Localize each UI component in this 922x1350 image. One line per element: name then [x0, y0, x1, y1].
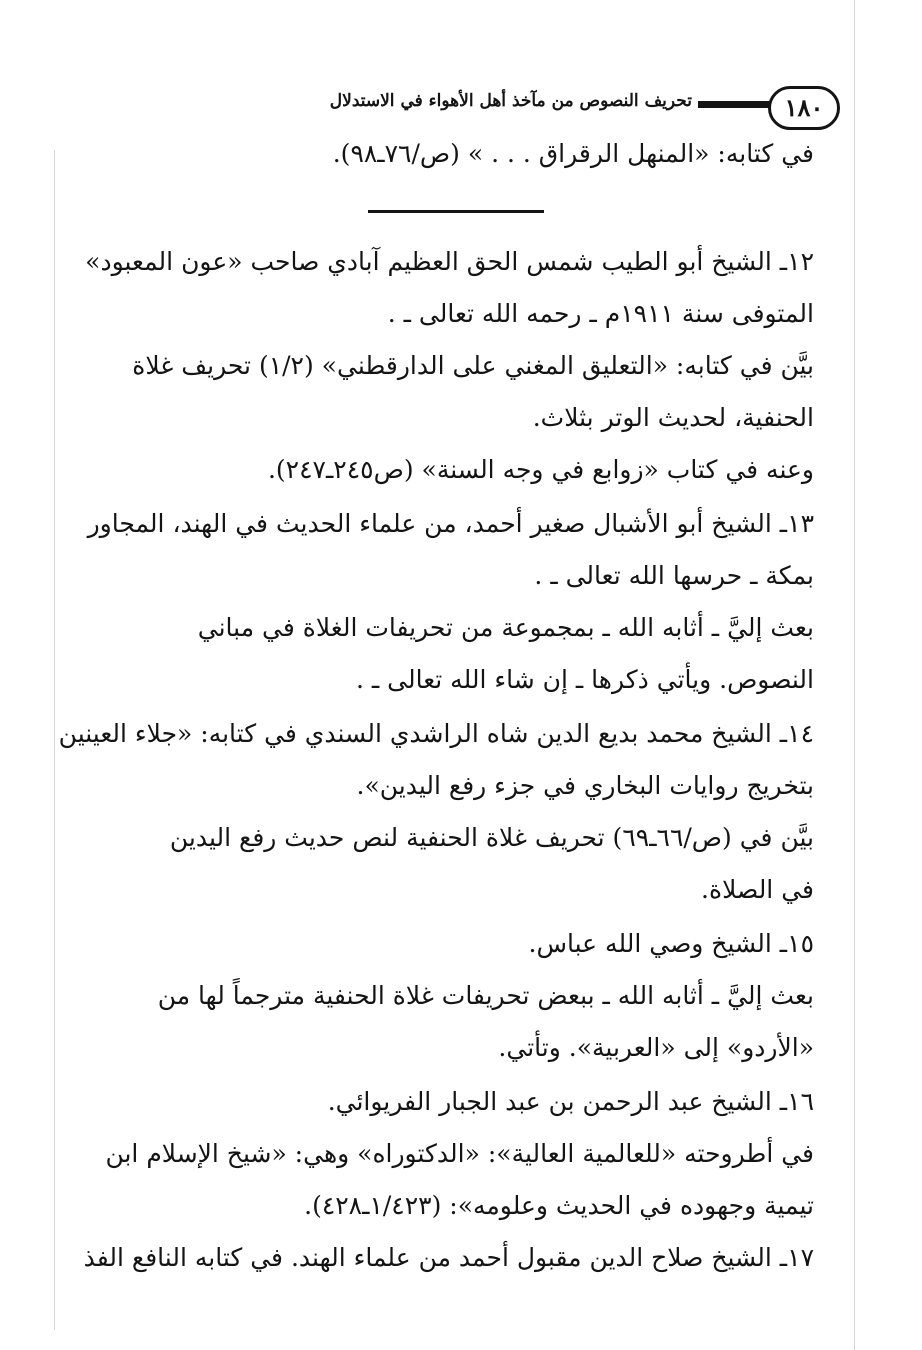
- header-rule: [698, 101, 770, 108]
- page-header: [112, 86, 840, 130]
- entry-14-line-1: ١٤ـ الشيخ محمد بديع الدين شاه الراشدي السندي في كتابه: «جلاء العينين: [58, 719, 814, 748]
- entry-17-line-1: ١٧ـ الشيخ صلاح الدين مقبول أحمد من علماء الهند. في كتابه النافع الفذ: [83, 1243, 814, 1272]
- running-title: تحريف النصوص من مآخذ أهل الأهواء في الاستدلال: [329, 91, 692, 111]
- section-divider: [368, 210, 544, 213]
- entry-15-line-2: بعث إليَّ ـ أثابه الله ـ ببعض تحريفات غلاة الحنفية مترجماً لها من: [157, 981, 814, 1010]
- entry-14-line-4: في الصلاة.: [701, 875, 814, 904]
- entry-12-line-3: بيَّن في كتابه: «التعليق المغني على الدارقطني» (١/٢) تحريف غلاة: [132, 351, 814, 380]
- entry-13-line-4: النصوص. ويأتي ذكرها ـ إن شاء الله تعالى ـ .: [355, 665, 814, 694]
- entry-16-line-2: في أطروحته «للعالمية العالية»: «الدكتوراه» وهي: «شيخ الإسلام ابن: [105, 1139, 814, 1168]
- intro-line: في كتابه: «المنهل الرقراق . . . » (ص/٧٦ـ٩٨).: [332, 139, 814, 168]
- entry-12-line-5: وعنه في كتاب «زوابع في وجه السنة» (ص٢٤٥ـ٢٤٧).: [267, 455, 814, 484]
- scan-margin-line: [54, 150, 55, 1330]
- entry-12-line-4: الحنفية، لحديث الوتر بثلاث.: [532, 403, 814, 432]
- entry-12-line-1: ١٢ـ الشيخ أبو الطيب شمس الحق العظيم آبادي صاحب «عون المعبود»: [85, 247, 814, 276]
- entry-13-line-2: بمكة ـ حرسها الله تعالى ـ .: [534, 561, 814, 590]
- entry-13-line-3: بعث إليَّ ـ أثابه الله ـ بمجموعة من تحريفات الغلاة في مباني: [197, 613, 814, 642]
- entry-13-line-1: ١٣ـ الشيخ أبو الأشبال صغير أحمد، من علماء الحديث في الهند، المجاور: [87, 509, 814, 538]
- entry-14-line-3: بيَّن في (ص/٦٦ـ٦٩) تحريف غلاة الحنفية لنص حديث رفع اليدين: [169, 823, 814, 852]
- entry-15-line-3: «الأردو» إلى «العربية». وتأتي.: [498, 1033, 814, 1062]
- page-number: ١٨٠: [768, 86, 840, 130]
- entry-12-line-2: المتوفى سنة ١٩١١م ـ رحمه الله تعالى ـ .: [387, 299, 814, 328]
- entry-16-line-1: ١٦ـ الشيخ عبد الرحمن بن عبد الجبار الفريوائي.: [327, 1087, 814, 1116]
- entry-16-line-3: تيمية وجهوده في الحديث وعلومه»: (١/٤٢٣ـ٤٢٨).: [304, 1191, 814, 1220]
- scan-margin-line: [854, 0, 855, 1350]
- entry-15-line-1: ١٥ـ الشيخ وصي الله عباس.: [528, 929, 814, 958]
- entry-14-line-2: بتخريج روايات البخاري في جزء رفع اليدين».: [356, 771, 814, 800]
